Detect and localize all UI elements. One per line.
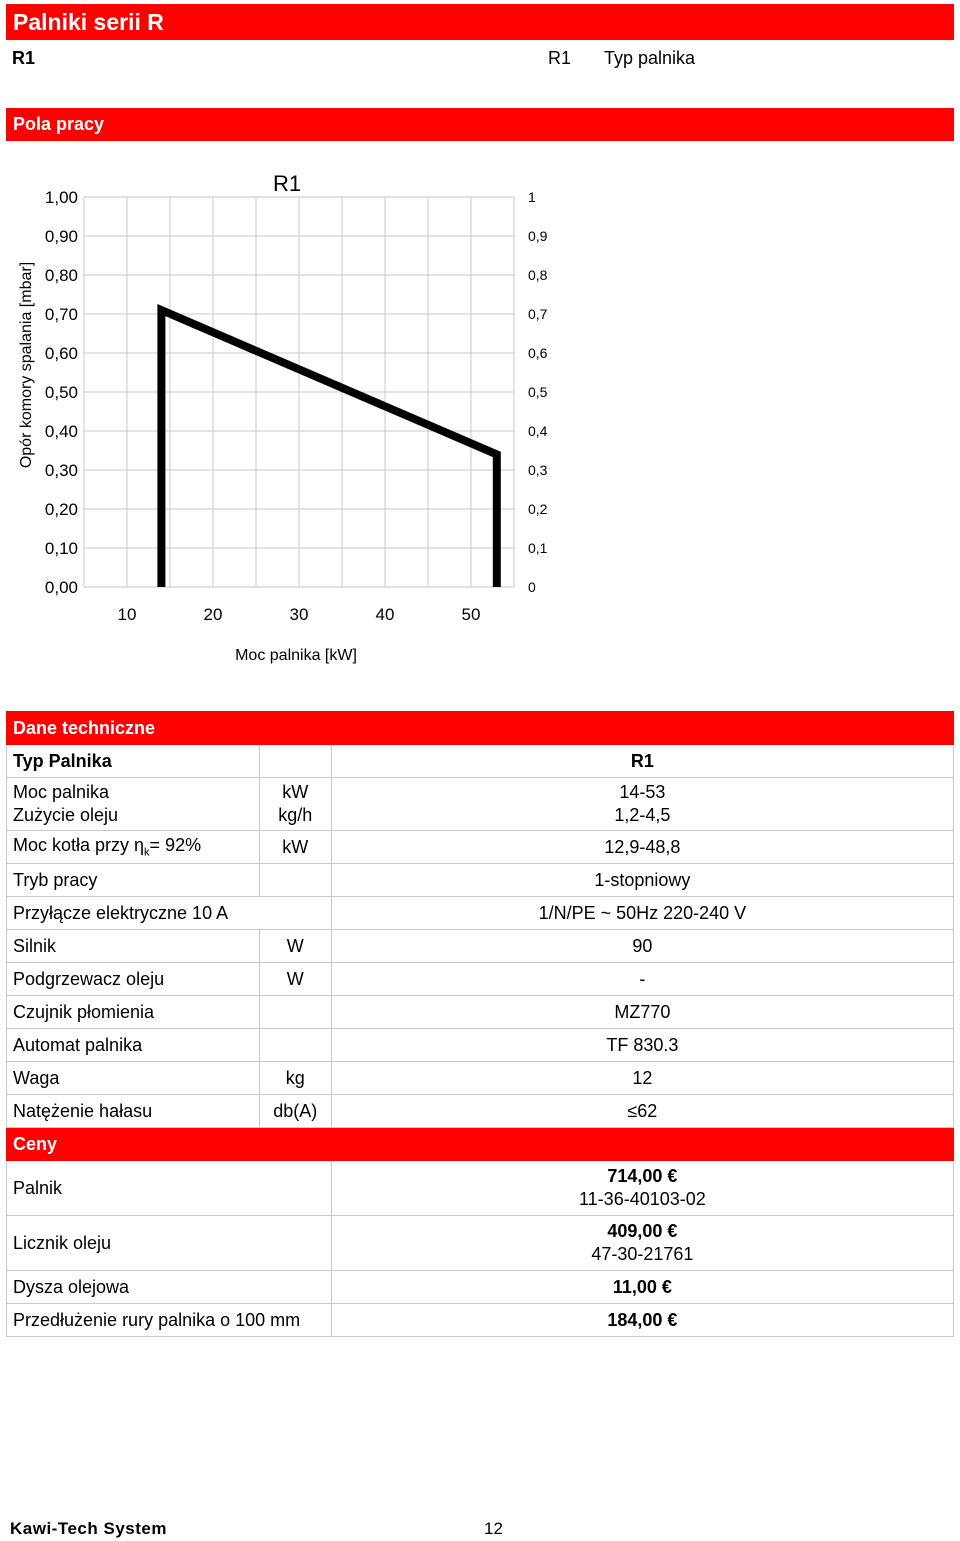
halas-label: Natężenie hałasu	[7, 1095, 260, 1128]
table-row	[7, 831, 954, 864]
palnik-price: 714,00 €	[607, 1166, 678, 1186]
kociol-label-b: = 92%	[149, 835, 202, 856]
silnik-label: Silnik	[7, 930, 260, 963]
working-field-chart	[0, 160, 600, 680]
y-tick-label-left: 0,60	[44, 344, 78, 363]
silnik-unit: W	[259, 930, 331, 963]
licznik-code: 47-30-21761	[591, 1244, 694, 1264]
model-label: R1	[12, 48, 36, 68]
kociol-label	[7, 831, 260, 864]
moc-zuzycie-units	[259, 778, 331, 831]
page-title: Palniki serii R	[13, 9, 164, 35]
y-tick-label-right: 0,9	[528, 228, 548, 244]
y-tick-label-right: 0,5	[528, 384, 548, 400]
dysza-price: 11,00 €	[331, 1271, 953, 1304]
y-tick-label-left: 0,90	[44, 227, 78, 246]
y-tick-label-left: 0,40	[44, 422, 78, 441]
przylacze-label: Przyłącze elektryczne 10 A	[7, 897, 332, 930]
automat-value: TF 830.3	[331, 1029, 953, 1062]
typ-value: R1	[331, 745, 953, 778]
empty-cell	[259, 745, 331, 778]
table-row	[7, 745, 954, 778]
moc-zuzycie-labels	[7, 778, 260, 831]
x-tick-label: 20	[203, 605, 223, 624]
x-tick-label: 50	[461, 605, 481, 624]
chart-title: R1	[272, 171, 302, 196]
kociol-label-a: Moc kotła przy η	[13, 835, 145, 856]
technical-data-table	[6, 711, 954, 1337]
model-type-label: Typ palnika	[604, 48, 696, 68]
y-tick-label-right: 0,4	[528, 423, 548, 439]
y-tick-label-right: 1	[528, 189, 536, 205]
y-tick-label-right: 0,7	[528, 306, 548, 322]
typ-label: Typ Palnika	[7, 745, 260, 778]
section-pola-pracy-title: Pola pracy	[13, 114, 105, 134]
waga-value: 12	[331, 1062, 953, 1095]
waga-unit: kg	[259, 1062, 331, 1095]
table-row	[7, 930, 954, 963]
przedluzenie-price: 184,00 €	[331, 1304, 953, 1337]
podgrzewacz-value: -	[331, 963, 953, 996]
podgrzewacz-unit: W	[259, 963, 331, 996]
empty-cell	[259, 1029, 331, 1062]
table-row	[7, 1062, 954, 1095]
moc-zuzycie-values	[331, 778, 953, 831]
page-title-bar	[6, 4, 954, 40]
y-tick-label-right: 0	[528, 579, 536, 595]
y-tick-label-left: 0,00	[44, 578, 78, 597]
section-ceny	[7, 1128, 954, 1161]
table-row	[7, 778, 954, 831]
footer-page-number: 12	[484, 1519, 503, 1538]
y-tick-label-left: 0,80	[44, 266, 78, 285]
palnik-price-cell	[331, 1161, 953, 1216]
table-row	[7, 1029, 954, 1062]
x-tick-label: 40	[375, 605, 395, 624]
silnik-value: 90	[331, 930, 953, 963]
y-tick-label-left: 1,00	[44, 188, 78, 207]
y-tick-label-left: 0,20	[44, 500, 78, 519]
przylacze-value: 1/N/PE ~ 50Hz 220-240 V	[331, 897, 953, 930]
tryb-label: Tryb pracy	[7, 864, 260, 897]
moc-unit: kW	[282, 782, 309, 802]
footer-brand-logo: Kawi-Tech System	[10, 1519, 167, 1538]
table-row	[7, 897, 954, 930]
moc-label: Moc palnika	[13, 782, 110, 802]
table-row	[7, 1216, 954, 1271]
table-row	[7, 1095, 954, 1128]
y-tick-label-right: 0,6	[528, 345, 548, 361]
section-ceny-title: Ceny	[13, 1133, 58, 1154]
palnik-label: Palnik	[7, 1161, 332, 1216]
licznik-price-cell	[331, 1216, 953, 1271]
y-tick-label-right: 0,8	[528, 267, 548, 283]
table-row	[7, 1304, 954, 1337]
section-dane-techniczne	[7, 712, 954, 745]
dysza-label: Dysza olejowa	[7, 1271, 332, 1304]
zuzycie-unit: kg/h	[278, 805, 313, 825]
y-tick-label-left: 0,30	[44, 461, 78, 480]
zuzycie-value: 1,2-4,5	[614, 805, 671, 825]
x-axis-label: Moc palnika [kW]	[235, 647, 357, 664]
y-tick-label-left: 0,50	[44, 383, 78, 402]
table-row	[7, 864, 954, 897]
y-tick-label-right: 0,1	[528, 540, 548, 556]
empty-cell	[259, 864, 331, 897]
tryb-value: 1-stopniowy	[331, 864, 953, 897]
podgrzewacz-label: Podgrzewacz oleju	[7, 963, 260, 996]
model-value: R1	[548, 48, 572, 68]
palnik-code: 11-36-40103-02	[579, 1189, 706, 1209]
kociol-value: 12,9-48,8	[331, 831, 953, 864]
x-tick-label: 30	[289, 605, 309, 624]
licznik-label: Licznik oleju	[7, 1216, 332, 1271]
licznik-price: 409,00 €	[607, 1221, 678, 1241]
halas-value: ≤62	[331, 1095, 953, 1128]
zuzycie-label: Zużycie oleju	[13, 805, 119, 825]
section-pola-pracy	[6, 108, 954, 141]
table-row	[7, 1271, 954, 1304]
waga-label: Waga	[7, 1062, 260, 1095]
kociol-label-sub: k	[144, 846, 150, 859]
section-dane-title: Dane techniczne	[13, 717, 156, 738]
table-row	[7, 963, 954, 996]
czujnik-label: Czujnik płomienia	[7, 996, 260, 1029]
empty-cell	[259, 996, 331, 1029]
y-axis-label: Opór komory spalania [mbar]	[18, 261, 35, 469]
y-tick-label-left: 0,10	[44, 539, 78, 558]
y-tick-label-left: 0,70	[44, 305, 78, 324]
moc-value: 14-53	[619, 782, 666, 802]
series-line-r1	[161, 310, 496, 587]
automat-label: Automat palnika	[7, 1029, 260, 1062]
halas-unit: db(A)	[259, 1095, 331, 1128]
czujnik-value: MZ770	[331, 996, 953, 1029]
y-tick-label-right: 0,3	[528, 462, 548, 478]
kociol-unit: kW	[259, 831, 331, 864]
y-tick-label-right: 0,2	[528, 501, 548, 517]
przedluzenie-label: Przedłużenie rury palnika o 100 mm	[7, 1304, 332, 1337]
table-row	[7, 1161, 954, 1216]
x-tick-label: 10	[117, 605, 137, 624]
table-row	[7, 996, 954, 1029]
